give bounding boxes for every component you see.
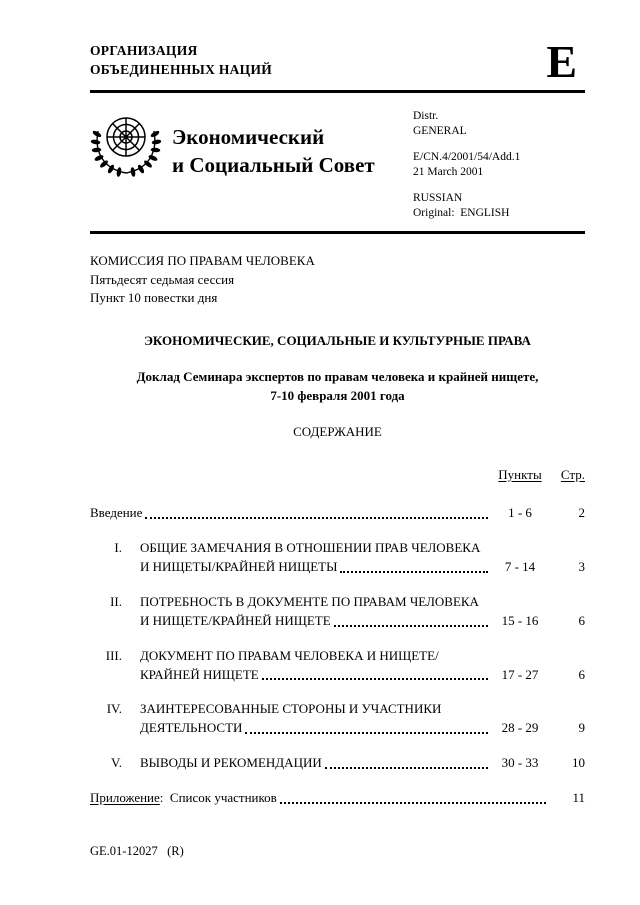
- toc-entry-title: [90, 789, 549, 808]
- toc-entry-pagenum: 3: [578, 559, 585, 575]
- toc-entry-pagenum: 9: [578, 720, 585, 736]
- toc-entry-pagenum: 6: [578, 612, 585, 628]
- annex-label: Приложение: [90, 789, 160, 805]
- toc-column-headers: [90, 466, 585, 485]
- commission-name: КОМИССИЯ ПО ПРАВАМ ЧЕЛОВЕКА: [90, 252, 315, 268]
- toc-entry-chapter-5: [90, 754, 585, 773]
- org-name: [90, 42, 272, 80]
- doc-date: 21 March 2001: [413, 165, 484, 178]
- toc-entry-paragraphs: 30 - 33: [501, 755, 539, 771]
- toc-entry-chapter-3: [90, 647, 585, 685]
- dot-leader: [262, 678, 488, 680]
- doc-info-block: [413, 107, 585, 221]
- document-header: [90, 36, 585, 87]
- org-name-line2: ОБЪЕДИНЕННЫХ НАЦИЙ: [90, 61, 273, 77]
- report-title-line1: Доклад Семинара экспертов по правам человека и крайней нищете,: [136, 369, 539, 385]
- toc-entry-title: ВЫВОДЫ И РЕКОМЕНДАЦИИ: [140, 754, 491, 773]
- toc-entry-chapter-2: [90, 593, 585, 631]
- agenda-item: Пункт 10 повестки дня: [90, 290, 218, 306]
- toc-entry-pagenum: 2: [578, 505, 585, 521]
- dot-leader: [340, 571, 488, 573]
- toc-entry-paragraphs: 15 - 16: [501, 612, 539, 628]
- dot-leader: [145, 517, 488, 519]
- dot-leader: [245, 732, 488, 734]
- session-block: [90, 252, 585, 309]
- spacer: [413, 180, 585, 191]
- council-title-line2: и Социальный Совет: [172, 153, 375, 178]
- toc-entry-numeral: II.: [110, 594, 122, 609]
- doc-language: RUSSIAN: [413, 191, 463, 204]
- report-title: [90, 368, 585, 406]
- footer-reference: GE.01-12027 (R): [90, 843, 184, 858]
- spacer: [413, 139, 585, 150]
- doc-original-language: Original: ENGLISH: [413, 206, 510, 219]
- toc-entry-title: ОБЩИЕ ЗАМЕЧАНИЯ В ОТНОШЕНИИ ПРАВ ЧЕЛОВЕКА И НИЩЕТЫ/КРАЙНЕЙ НИЩЕТЫ: [140, 539, 491, 577]
- toc-col-page: Стр.: [560, 466, 585, 482]
- org-name-line1: ОРГАНИЗАЦИЯ: [90, 43, 198, 58]
- toc-entry-chapter-1: [90, 539, 585, 577]
- toc-col-paragraphs: Пункты: [498, 466, 542, 482]
- toc-entry-annex: [90, 789, 585, 808]
- toc-entry-pagenum: 11: [572, 789, 585, 805]
- toc-entry-title: ПОТРЕБНОСТЬ В ДОКУМЕНТЕ ПО ПРАВАМ ЧЕЛОВЕКА И НИЩЕТЕ/КРАЙНЕЙ НИЩЕТЕ: [140, 593, 491, 631]
- dot-leader: [280, 802, 546, 804]
- toc-entry-introduction: [90, 504, 585, 523]
- annex-title: [90, 789, 277, 808]
- dot-leader: [325, 767, 488, 769]
- toc-entry-paragraphs: 28 - 29: [501, 720, 539, 736]
- dot-leader: [334, 625, 488, 627]
- toc-entry-numeral: I.: [114, 540, 122, 556]
- table-of-contents: [90, 466, 585, 808]
- toc-entry-paragraphs: 1 - 6: [508, 505, 532, 521]
- council-title-line1: Экономический: [172, 125, 325, 150]
- toc-entry-title: ЗАИНТЕРЕСОВАННЫЕ СТОРОНЫ И УЧАСТНИКИ ДЕЯТЕЛЬНОСТИ: [140, 700, 491, 738]
- toc-entry-chapter-4: [90, 700, 585, 738]
- masthead: [90, 93, 585, 231]
- report-title-line2: 7-10 февраля 2001 года: [270, 387, 405, 403]
- toc-entry-numeral: III.: [105, 647, 122, 663]
- distr-value: GENERAL: [413, 125, 467, 138]
- toc-entry-pagenum: 6: [578, 666, 585, 682]
- mid-divider: [90, 231, 585, 234]
- annex-description: : Список участников: [159, 789, 277, 805]
- toc-entry-paragraphs: 7 - 14: [504, 559, 536, 575]
- distr-label: Distr.: [413, 110, 439, 123]
- doc-series-letter: E: [546, 36, 577, 87]
- toc-entry-title: ДОКУМЕНТ ПО ПРАВАМ ЧЕЛОВЕКА И НИЩЕТЕ/ КРАЙНЕЙ НИЩЕТЕ: [140, 647, 491, 685]
- doc-symbol: E/CN.4/2001/54/Add.1: [413, 150, 521, 163]
- session-number: Пятьдесят седьмая сессия: [90, 271, 235, 287]
- toc-entry-pagenum: 10: [572, 755, 585, 771]
- toc-entry-title: Введение: [90, 504, 491, 523]
- toc-entry-numeral: V.: [111, 755, 122, 771]
- toc-entry-numeral: IV.: [106, 701, 122, 717]
- un-emblem-icon: [90, 111, 162, 189]
- document-title: ЭКОНОМИЧЕСКИЕ, СОЦИАЛЬНЫЕ И КУЛЬТУРНЫЕ ПРАВА: [144, 333, 531, 349]
- contents-heading: СОДЕРЖАНИЕ: [293, 423, 382, 439]
- toc-entry-paragraphs: 17 - 27: [501, 666, 539, 682]
- council-title: [172, 123, 375, 180]
